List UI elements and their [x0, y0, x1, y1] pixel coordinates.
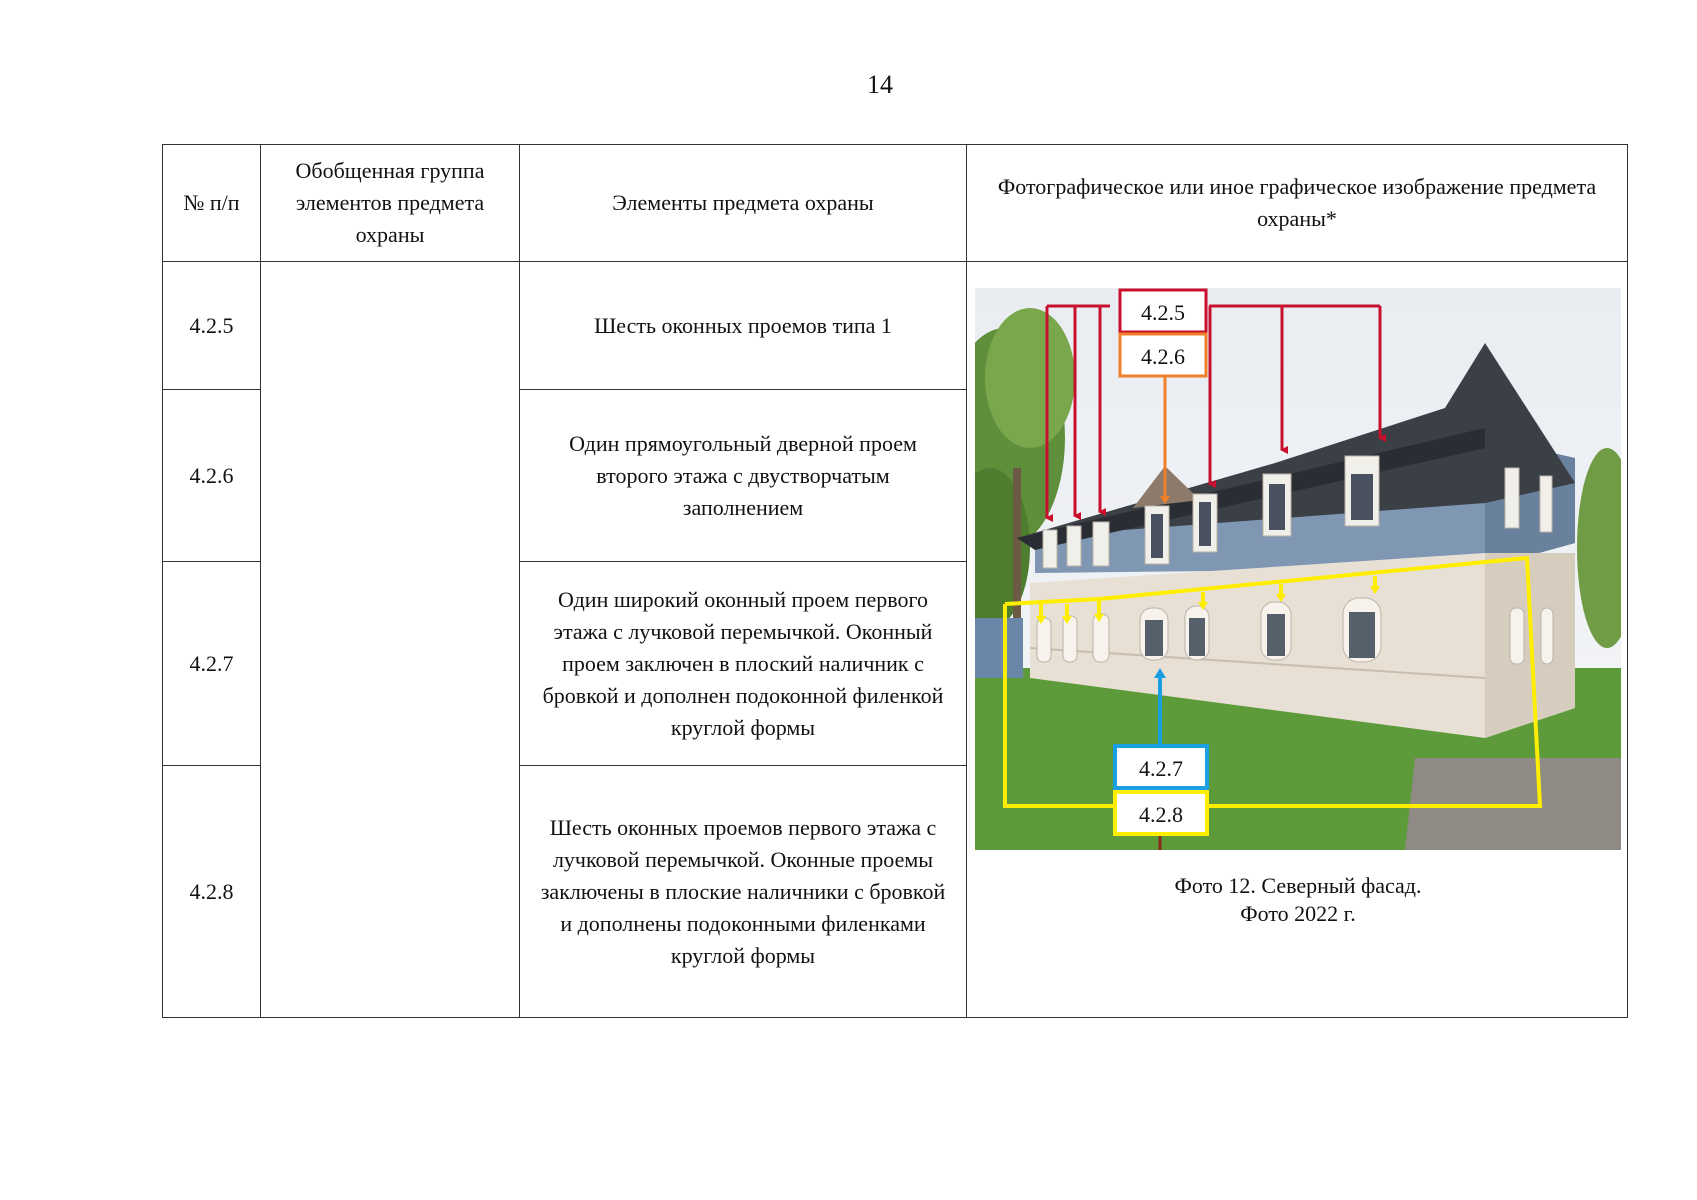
header-elements: Элементы предмета охраны	[520, 145, 967, 262]
row-text: Один прямоугольный дверной проем второго этажа с двустворчатым заполнением	[520, 390, 967, 562]
page-number: 14	[867, 70, 893, 99]
caption-line-2: Фото 2022 г.	[1240, 901, 1356, 926]
protection-table	[162, 144, 1628, 1018]
row-text: Шесть оконных проемов типа 1	[520, 262, 967, 390]
row-number: 4.2.6	[163, 390, 261, 562]
row-text: Шесть оконных проемов первого этажа с лучковой перемычкой. Оконные проемы заключены в плоские наличники с бровкой и дополнены подоконными филенками круглой формы	[520, 766, 967, 1018]
label-4-2-7	[1115, 746, 1207, 788]
photo-cell	[967, 262, 1628, 1018]
row-number: 4.2.7	[163, 562, 261, 766]
table-header-row	[163, 145, 1628, 262]
label-4-2-5-text: 4.2.5	[1141, 300, 1185, 325]
label-4-2-8-text: 4.2.8	[1139, 802, 1183, 827]
row-number: 4.2.5	[163, 262, 261, 390]
row-number: 4.2.8	[163, 766, 261, 1018]
photo-caption	[975, 872, 1621, 928]
caption-line-1: Фото 12. Северный фасад.	[1174, 873, 1422, 898]
header-num: № п/п	[163, 145, 261, 262]
group-cell	[261, 262, 520, 1018]
facade-photo	[975, 288, 1621, 850]
header-photo: Фотографическое или иное графическое изображение предмета охраны*	[967, 145, 1628, 262]
header-group: Обобщенная группа элементов предмета охраны	[261, 145, 520, 262]
label-4-2-6-text: 4.2.6	[1141, 344, 1185, 369]
row-text: Один широкий оконный проем первого этажа с лучковой перемычкой. Оконный проем заключен в плоский наличник с бровкой и дополнен подоконной филенкой круглой формы	[520, 562, 967, 766]
label-4-2-8	[1115, 792, 1207, 834]
facade-photo-svg	[975, 288, 1621, 850]
table-row	[163, 262, 1628, 390]
label-4-2-5	[1120, 290, 1206, 332]
label-4-2-6	[1120, 334, 1206, 376]
label-4-2-7-text: 4.2.7	[1139, 756, 1183, 781]
